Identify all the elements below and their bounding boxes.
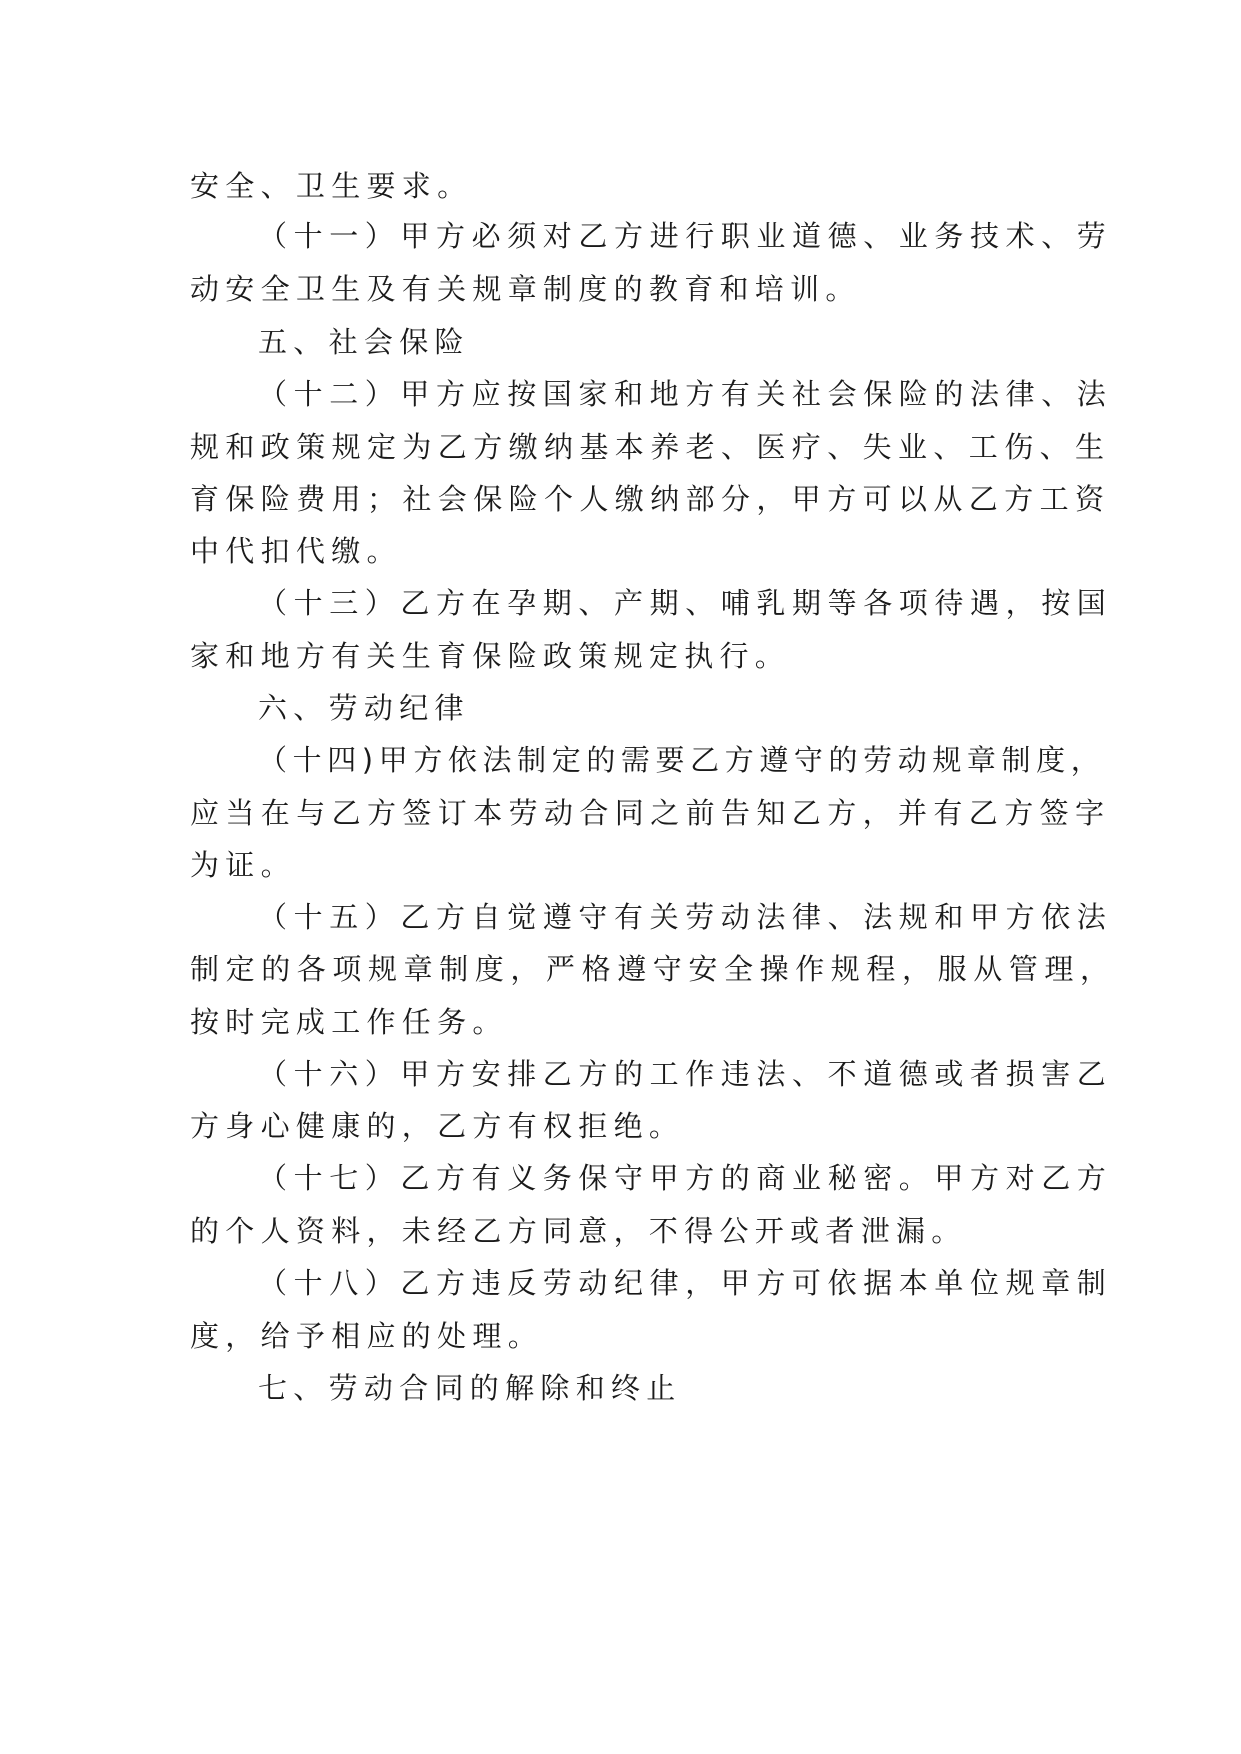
text-line: 中代扣代缴。 xyxy=(190,534,402,568)
section-heading: 五、社会保险 xyxy=(258,325,470,359)
text-line: 规和政策规定为乙方缴纳基本养老、医疗、失业、工伤、生 xyxy=(190,430,1111,464)
section-heading: 六、劳动纪律 xyxy=(258,691,470,725)
text-line: 的个人资料，未经乙方同意，不得公开或者泄漏。 xyxy=(190,1214,967,1248)
text-line: （十二）甲方应按国家和地方有关社会保险的法律、法 xyxy=(258,377,1113,411)
text-line: 按时完成工作任务。 xyxy=(190,1005,508,1039)
text-line: （十一）甲方必须对乙方进行职业道德、业务技术、劳 xyxy=(258,219,1113,253)
text-line: （十三）乙方在孕期、产期、哺乳期等各项待遇，按国 xyxy=(258,586,1113,620)
text-line: 动安全卫生及有关规章制度的教育和培训。 xyxy=(190,272,861,306)
text-line: 安全、卫生要求。 xyxy=(190,169,473,203)
text-line: （十五）乙方自觉遵守有关劳动法律、法规和甲方依法 xyxy=(258,900,1113,934)
text-line: 育保险费用；社会保险个人缴纳部分，甲方可以从乙方工资 xyxy=(190,482,1111,516)
text-line: 度，给予相应的处理。 xyxy=(190,1319,544,1353)
text-line: （十七）乙方有义务保守甲方的商业秘密。甲方对乙方 xyxy=(258,1161,1113,1195)
section-heading: 七、劳动合同的解除和终止 xyxy=(258,1371,682,1405)
text-line: 家和地方有关生育保险政策规定执行。 xyxy=(190,639,791,673)
text-line: 方身心健康的，乙方有权拒绝。 xyxy=(190,1109,685,1143)
text-line: 应当在与乙方签订本劳动合同之前告知乙方，并有乙方签字 xyxy=(190,796,1111,830)
text-line: 制定的各项规章制度，严格遵守安全操作规程，服从管理， xyxy=(190,952,1116,986)
text-line: （十六）甲方安排乙方的工作违法、不道德或者损害乙 xyxy=(258,1057,1113,1091)
text-line: （十四)甲方依法制定的需要乙方遵守的劳动规章制度， xyxy=(258,743,1106,777)
text-line: （十八）乙方违反劳动纪律，甲方可依据本单位规章制 xyxy=(258,1266,1113,1300)
text-line: 为证。 xyxy=(190,848,296,882)
